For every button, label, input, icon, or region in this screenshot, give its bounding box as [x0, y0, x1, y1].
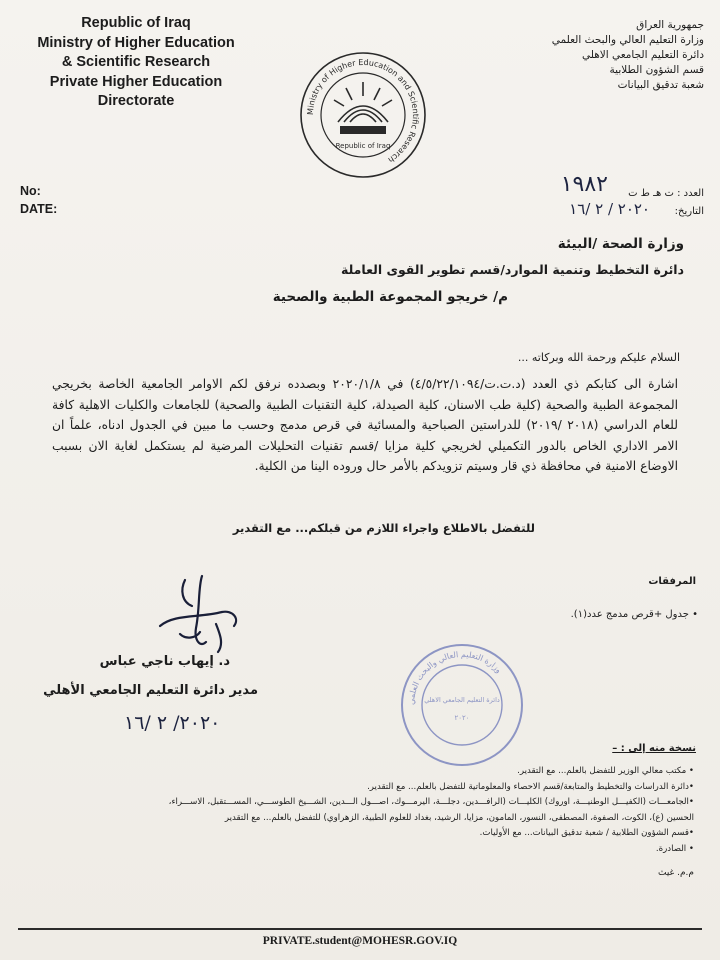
- number-label-ar: العدد : ت هـ ط ت: [628, 188, 704, 199]
- letterhead-ar-line: قسم الشؤون الطلابية: [609, 64, 704, 76]
- greeting: السلام عليكم ورحمة الله وبركاته ...: [517, 351, 680, 364]
- letterhead-english: [18, 14, 254, 112]
- seal-center-text: Republic of Iraq: [335, 142, 391, 150]
- cc-line: •قسم الشؤون الطلابية / شعبة تدقيق البيانات... مع الأوليات.: [479, 828, 694, 838]
- letter-body: اشارة الى كتابكم ذي العدد (د.ت.ت/٤/٥/٢٢/١٠٩٤) في ٢٠٢٠/١/٨ وبصدده نرفق لكم الاوامر الجامعية الخاصة بخريجي المجموعة الطبية والصحية (كلية طب الاسنان، كلية الصيدلة، كلية التقنيات الطبية والصحية) للجامعات والكليات الاهلية كافة للعام الدراسي (٢٠١٨ /٢٠١٩) للدراستين الصباحية والمسائية في قرص مدمج وحسب ما مبين في الجدول ادناه، علماً ان الامر الاداري الخاص بالدور التكميلي لخريجي كلية مزايا /قسم تقنيات التحليلات المرضية لم يستكمل لغاية الان بسبب الاوضاع الامنية في محافظة ذي قار وسيتم تزويدكم بالأمر حال وروده الينا من الكلية.: [52, 377, 678, 474]
- letterhead-en-line: Ministry of Higher Education: [37, 34, 235, 51]
- seal-ring-text: Ministry of Higher Education and Scientific Research: [305, 57, 421, 165]
- letterhead-arabic: [464, 18, 704, 93]
- reference-number: ١٩٨٢: [560, 172, 608, 197]
- date-label-ar: التاريخ:: [674, 206, 704, 217]
- letterhead-en-line: & Scientific Research: [61, 54, 211, 70]
- footer-email: PRIVATE.student@MOHESR.GOV.IQ: [262, 935, 458, 947]
- letterhead-en-line: Republic of Iraq: [81, 15, 191, 31]
- signatory-title: مدير دائرة التعليم الجامعي الأهلي: [43, 683, 258, 698]
- ministry-seal-logo: [298, 50, 428, 180]
- date-label-en: DATE:: [20, 202, 58, 216]
- letterhead-ar-line: شعبة تدقيق البيانات: [617, 79, 704, 91]
- cc-label: نسخة منه إلى : –: [612, 743, 696, 754]
- cc-line: • الصادرة.: [655, 843, 694, 854]
- cc-line: الحسين (ع)، الكوت، الصفوة، المصطفى، النسور، المامون، مزايا، الرشيد، بغداد للعلوم الطبية، الزهراوي) للتفضل بالعلم... مع التقدير: [224, 812, 694, 823]
- letterhead-ar-line: جمهورية العراق: [636, 19, 704, 31]
- cc-line: •دائرة الدراسات والتخطيط والمتابعة/قسم الاحصاء والمعلوماتية للتفضل بالعلم... مع التقدير.: [367, 781, 694, 792]
- closing-line: للتفضل بالاطلاع واجراء اللازم من قبلكم... مع التقدير: [232, 521, 535, 535]
- subject-line: م/ خريجو المجموعة الطبية والصحية: [272, 289, 508, 305]
- number-label-en: No:: [20, 184, 41, 198]
- signature-date: ٢٠٢٠/ ٢ /١٦: [124, 712, 221, 734]
- addressee-line-2: دائرة التخطيط وتنمية الموارد/قسم تطوير القوى العاملة: [341, 262, 684, 277]
- cc-line: • مكتب معالي الوزير للتفضل بالعلم... مع التقدير.: [517, 766, 694, 776]
- footer-divider: [18, 928, 702, 930]
- addressee-line-1: وزارة الصحة /البيئة: [557, 236, 684, 252]
- cc-list: [34, 764, 694, 857]
- handwritten-signature: [140, 568, 260, 658]
- letterhead-en-line: Private Higher Education: [49, 73, 223, 90]
- clerk-initials: م.م. غيث: [658, 868, 694, 878]
- attachments-label: المرفقات: [648, 576, 696, 587]
- stamp-date-text: ٢٠٢٠: [454, 714, 470, 722]
- reference-date: ٢٠٢٠ / ٢ /١٦: [569, 200, 650, 218]
- stamp-ring-text: وزارة التعليم العالي والبحث العلمي: [406, 649, 504, 706]
- letterhead-ar-line: وزارة التعليم العالي والبحث العلمي: [551, 34, 704, 46]
- stamp-inner-text: دائرة التعليم الجامعي الاهلي: [424, 696, 500, 704]
- official-stamp: [396, 640, 528, 770]
- attachments-item: • جدول +قرص مدمج عدد(١).: [570, 609, 698, 620]
- letterhead-ar-line: دائرة التعليم الجامعي الاهلي: [581, 49, 704, 61]
- letterhead-en-line: Directorate: [97, 93, 175, 109]
- cc-line: •الجامعـــات (الكفيـــل الوطنيـــة، اوروك) الكليـــات (الرافـــدين، دجلـــة، اليرمـــوك، اصـــول الـــدين، الشـــيخ الطوســـي، المســـتقبل، الاســـراء،: [168, 797, 694, 807]
- signatory-name: د. إيهاب ناجي عباس: [99, 654, 230, 669]
